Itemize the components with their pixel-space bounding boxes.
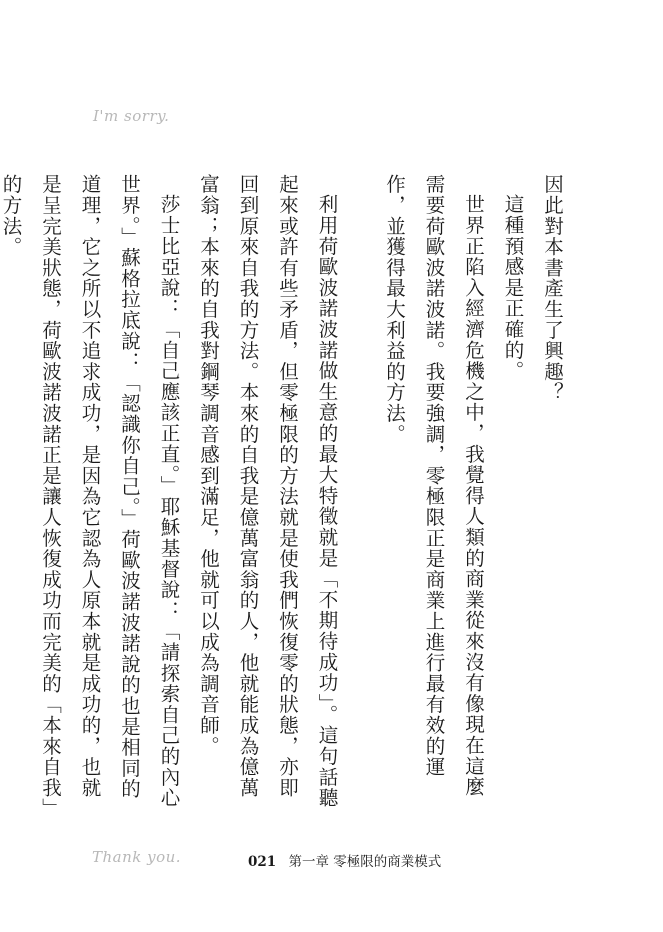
decorative-script-bottom: Thank you. xyxy=(92,848,182,866)
vertical-body-text xyxy=(0,174,572,814)
paragraph-4: 利用荷歐波諾波諾做生意的最大特徵就是「不期待成功」。這句話聽起來或許有些矛盾，但零極限的方法就是使我們恢復零的狀態，亦即回到原來自我的方法。本來的自我是億萬富翁的人，他就能成為億萬富翁；本來的自我對鋼琴調音感到滿足，他就可以成為調音師。 xyxy=(197,174,339,808)
paragraph-5: 莎士比亞說：「自己應該正直。」耶穌基督說：「請探索自己的內心世界。」蘇格拉底說：「認識你自己。」荷歐波諾波諾說的也是相同的道理，它之所以不追求成功，是因為它認為人原本就是成功的，也就是呈完美狀態，荷歐波諾波諾正是讓人恢復成功而完美的「本來自我」的方法。 xyxy=(0,174,181,810)
paragraph-1: 因此對本書產生了興趣？ xyxy=(541,174,564,403)
decorative-script-top: I'm sorry. xyxy=(93,107,170,125)
page-number: 021 xyxy=(248,854,277,870)
page-footer xyxy=(248,850,441,870)
paragraph-2: 這種預感是正確的。 xyxy=(501,193,525,381)
chapter-title: 第一章 零極限的商業模式 xyxy=(288,854,442,870)
paragraph-3: 世界正陷入經濟危機之中，我覺得人類的商業從來沒有像現在這麼需要荷歐波諾波諾。我要強調，零極限正是商業上進行最有效的運作，並獲得最大利益的方法。 xyxy=(383,174,485,797)
